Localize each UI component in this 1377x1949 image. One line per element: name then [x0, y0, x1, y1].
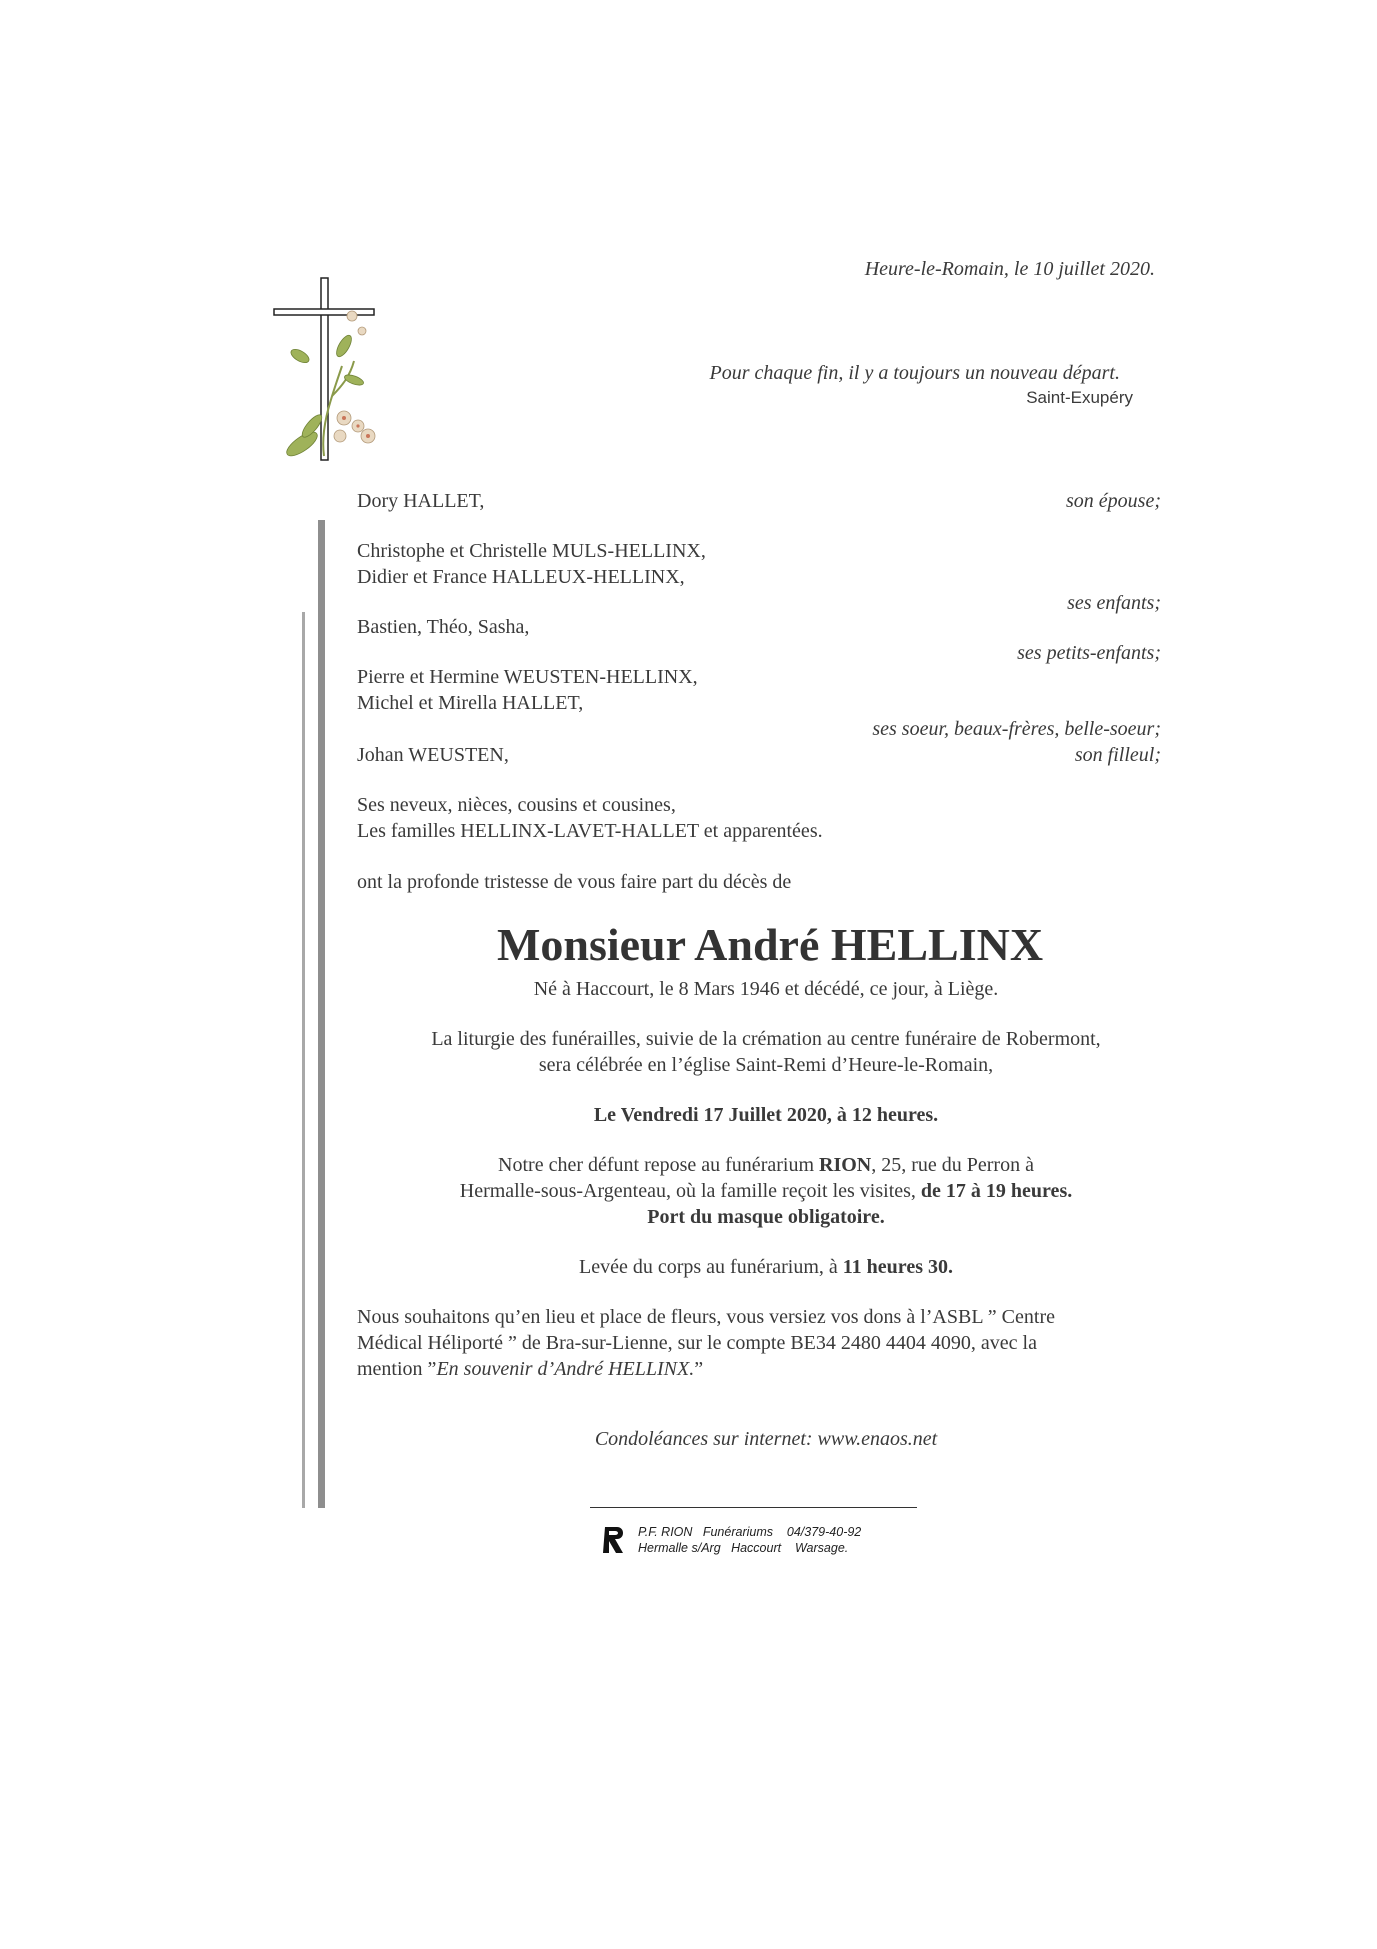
visitation-hours: de 17 à 19 heures.: [920, 1180, 1073, 1202]
grandchildren-relation: ses petits-enfants;: [1017, 642, 1161, 664]
birth-death-info: Né à Haccourt, le 8 Mars 1946 et décédé, ce jour, à Liège.: [533, 978, 999, 1000]
departure-time: 11 heures 30.: [842, 1256, 953, 1278]
rion-logo-icon: [601, 1525, 627, 1555]
visitation-funeral-home: RION: [819, 1154, 872, 1176]
donation-line-1: Nous souhaitons qu’en lieu et place de fleurs, vous versiez vos dons à l’ASBL ” Centre: [357, 1306, 1055, 1328]
ceremony-date: Le Vendredi 17 Juillet 2020, à 12 heures.: [593, 1104, 939, 1126]
children-line-1: Christophe et Christelle MULS-HELLINX,: [357, 540, 706, 562]
godson-name: Johan WEUSTEN,: [357, 744, 509, 766]
footer-divider: [590, 1507, 917, 1508]
cross-with-flowers-icon: [272, 276, 402, 476]
place-date: Heure-le-Romain, le 10 juillet 2020.: [864, 258, 1155, 280]
donation-mention-prefix: mention ”: [357, 1358, 437, 1380]
footer-line-2: Hermalle s/Arg Haccourt Warsage.: [638, 1541, 849, 1555]
footer-line-1: P.F. RION Funérariums 04/379-40-92: [638, 1525, 862, 1539]
footer-text: [638, 1524, 861, 1556]
donation-mention-suffix: ”: [694, 1358, 704, 1380]
grandchildren-names: Bastien, Théo, Sasha,: [357, 616, 530, 638]
donation-line-2: Médical Héliporté ” de Bra-sur-Lienne, sur le compte BE34 2480 4404 4090, avec la: [357, 1332, 1037, 1354]
departure-line: [357, 1254, 1175, 1280]
others-line-1: Ses neveux, nièces, cousins et cousines,: [357, 794, 676, 816]
ceremony-line-1: La liturgie des funérailles, suivie de la crémation au centre funéraire de Robermont,: [431, 1028, 1101, 1050]
mask-notice: Port du masque obligatoire.: [647, 1206, 885, 1228]
condolences-link[interactable]: Condoléances sur internet: www.enaos.net: [594, 1428, 938, 1450]
children-relation: ses enfants;: [1067, 592, 1161, 614]
visitation-address: , 25, rue du Perron à: [871, 1154, 1034, 1176]
visitation-line-2: [357, 1178, 1175, 1204]
visitation-text-a: Notre cher défunt repose au funérarium: [498, 1154, 819, 1176]
children-line-2: Didier et France HALLEUX-HELLINX,: [357, 566, 685, 588]
quote-author: Saint-Exupéry: [1026, 388, 1133, 407]
siblings-line-1: Pierre et Hermine WEUSTEN-HELLINX,: [357, 666, 698, 688]
siblings-relation: ses soeur, beaux-frères, belle-soeur;: [872, 718, 1161, 740]
spouse-relation: son épouse;: [1066, 490, 1161, 512]
others-line-2: Les familles HELLINX-LAVET-HALLET et apparentées.: [357, 820, 823, 842]
spouse-name: Dory HALLET,: [357, 490, 485, 512]
announcement: ont la profonde tristesse de vous faire part du décès de: [357, 871, 792, 893]
visitation-text-b: Hermalle-sous-Argenteau, où la famille reçoit les visites,: [459, 1180, 921, 1202]
ceremony-line-2: sera célébrée en l’église Saint-Remi d’Heure-le-Romain,: [538, 1054, 994, 1076]
donation-line-3: [357, 1356, 703, 1382]
godson-relation: son filleul;: [1074, 744, 1161, 766]
deceased-name: Monsieur André HELLINX: [496, 919, 1044, 970]
visitation-line-1: [357, 1152, 1175, 1178]
quote: Pour chaque fin, il y a toujours un nouveau départ.: [709, 362, 1120, 384]
decorative-bar-thick: [318, 520, 325, 1508]
departure-text: Levée du corps au funérarium, à: [579, 1256, 843, 1278]
donation-mention-text: En souvenir d’André HELLINX.: [436, 1358, 695, 1380]
siblings-line-2: Michel et Mirella HALLET,: [357, 692, 584, 714]
decorative-bar-thin: [302, 612, 305, 1508]
